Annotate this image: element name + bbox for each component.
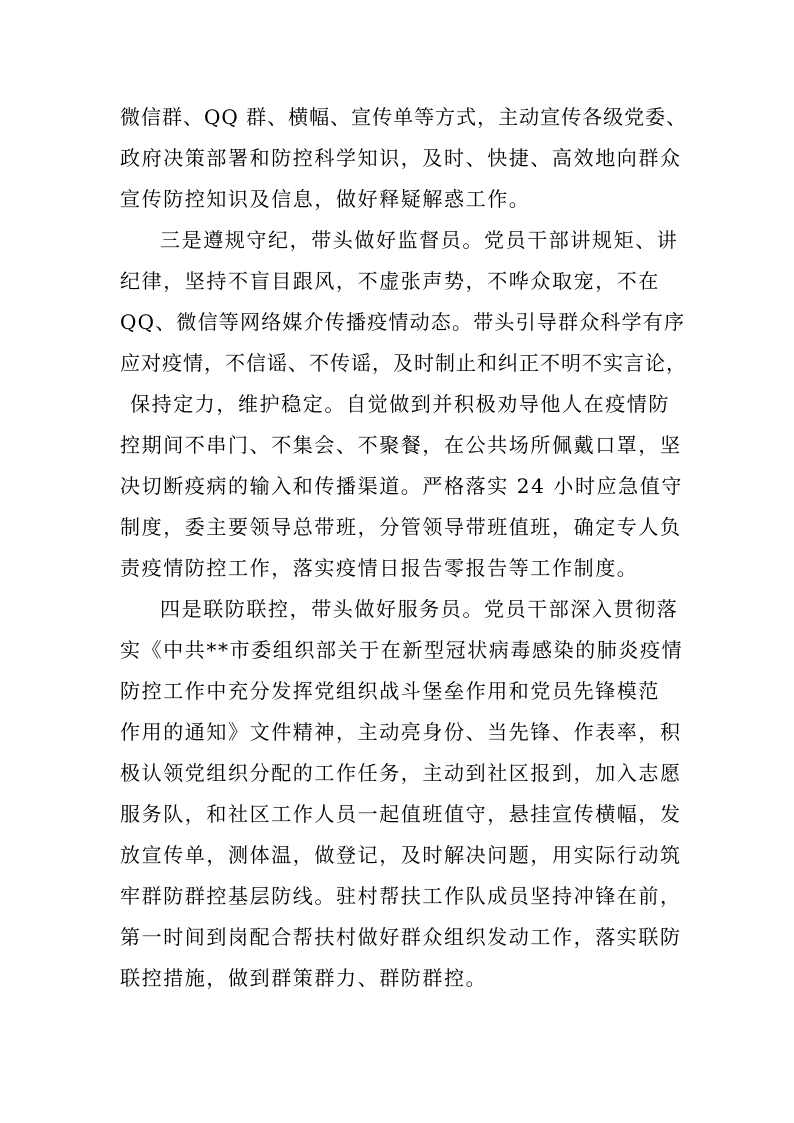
text-line: 宣传防控知识及信息，做好释疑解惑工作。 [120, 187, 531, 211]
paragraph-start-line: 四是联防联控，带头做好服务员。党员干部深入贯彻落 [160, 597, 679, 621]
text-line: 牢群防群控基层防线。驻村帮扶工作队成员坚持冲锋在前， [120, 884, 682, 908]
text-line: QQ、微信等网络媒介传播疫情动态。带头引导群众科学有序 [120, 310, 686, 334]
text-line: 微信群、QQ 群、横幅、宣传单等方式，主动宣传各级党委、 [120, 105, 688, 129]
text-line: 极认领党组织分配的工作任务，主动到社区报到，加入志愿 [120, 761, 682, 785]
paragraph-start-line: 三是遵规守纪，带头做好监督员。党员干部讲规矩、讲 [160, 228, 679, 252]
text-line: 保持定力，维护稳定。自觉做到并积极劝导他人在疫情防 [130, 392, 670, 416]
text-line: 放宣传单，测体温，做登记，及时解决问题，用实际行动筑 [120, 843, 682, 867]
text-line: 应对疫情，不信谣、不传谣，及时制止和纠正不明不实言论， [120, 351, 687, 375]
text-line: 控期间不串门、不集会、不聚餐，在公共场所佩戴口罩，坚 [120, 433, 682, 457]
text-line: 服务队，和社区工作人员一起值班值守，悬挂宣传横幅，发 [120, 802, 682, 826]
text-line: 政府决策部署和防控科学知识，及时、快捷、高效地向群众 [120, 146, 682, 170]
text-line: 决切断疫病的输入和传播渠道。严格落实 24 小时应急值守 [120, 474, 683, 498]
text-line: 纪律，坚持不盲目跟风，不虚张声势，不哗众取宠，不在 [120, 269, 660, 293]
text-line: 第一时间到岗配合帮扶村做好群众组织发动工作，落实联防 [120, 925, 682, 949]
text-line: 防控工作中充分发挥党组织战斗堡垒作用和党员先锋模范 [120, 679, 660, 703]
text-line: 责疫情防控工作，落实疫情日报告零报告等工作制度。 [120, 556, 639, 580]
text-line: 联控措施，做到群策群力、群防群控。 [120, 966, 488, 990]
text-line: 实《中共**市委组织部关于在新型冠状病毒感染的肺炎疫情 [120, 638, 684, 662]
text-line: 作用的通知》文件精神，主动亮身份、当先锋、作表率，积 [120, 720, 682, 744]
text-line: 制度，委主要领导总带班，分管领导带班值班，确定专人负 [120, 515, 682, 539]
